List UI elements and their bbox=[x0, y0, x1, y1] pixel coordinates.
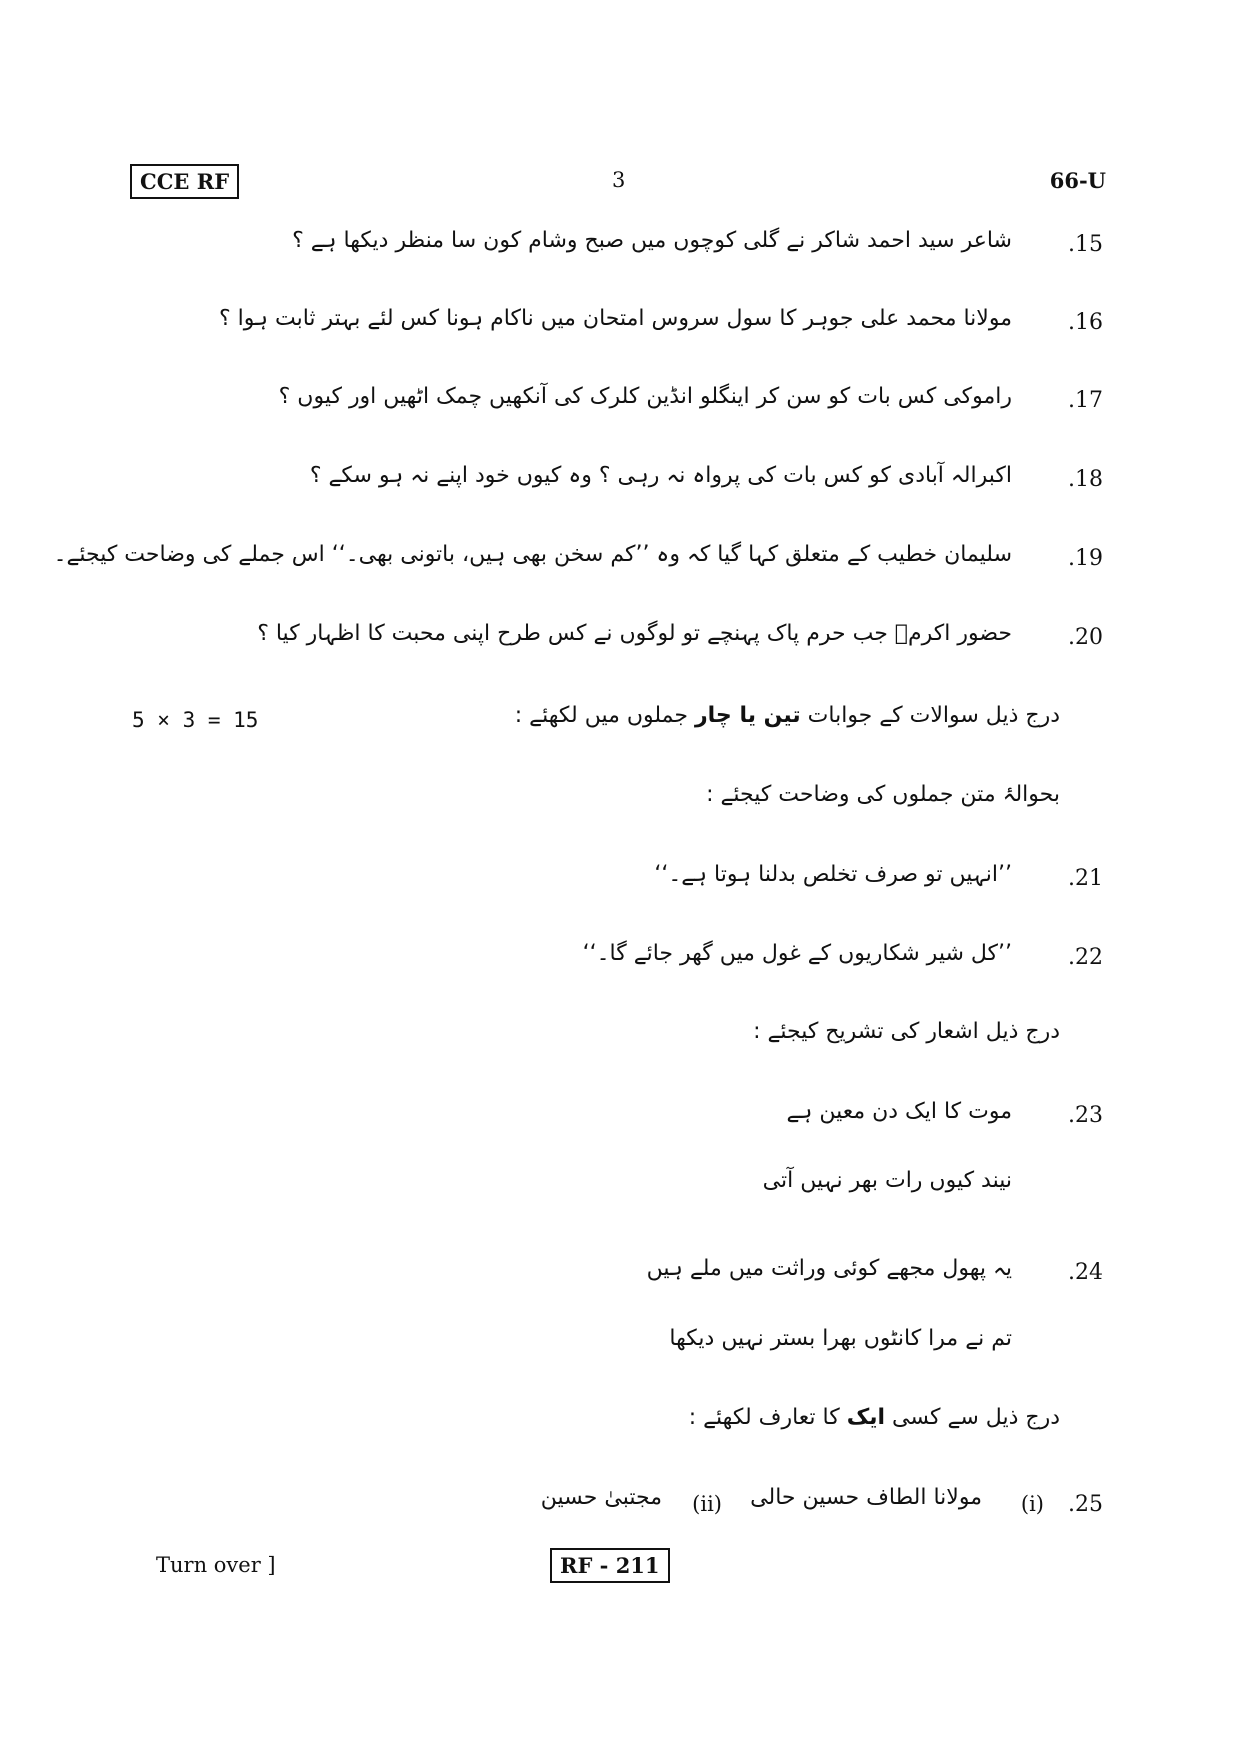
paper-code: 66-U bbox=[1049, 168, 1106, 193]
question-text: مولانا محمد علی جوہر کا سول سروس امتحان میں ناکام ہونا کس لئے بہتر ثابت ہوا ؟ bbox=[218, 306, 1012, 331]
instruction-part: درج ذیل سے کسی bbox=[892, 1405, 1060, 1430]
intro-instruction bbox=[689, 1405, 1060, 1430]
section-instruction bbox=[515, 703, 1060, 728]
question-text: راموکی کس بات کو سن کر اینگلو انڈین کلرک کی آنکھیں چمک اٹھیں اور کیوں ؟ bbox=[278, 384, 1012, 409]
option-2-label: (ii) bbox=[692, 1492, 722, 1516]
couplet-line-2: نیند کیوں رات بھر نہیں آتی bbox=[762, 1168, 1012, 1193]
instruction-part: درج ذیل سوالات کے جوابات bbox=[807, 703, 1060, 728]
couplet-line-1: موت کا ایک دن معین ہے bbox=[786, 1099, 1012, 1124]
question-text: ’’کل شیر شکاریوں کے غول میں گھر جائے گا۔‘‘ bbox=[582, 941, 1012, 966]
question-number: .21 bbox=[1068, 866, 1103, 891]
couplet-line-1: یہ پھول مجھے کوئی وراثت میں ملے ہیں bbox=[646, 1256, 1012, 1281]
option-1-text: مولانا الطاف حسین حالی bbox=[750, 1485, 982, 1510]
question-number: .17 bbox=[1068, 388, 1103, 413]
question-text: اکبرالہ آبادی کو کس بات کی پرواہ نہ رہی ؟ وہ کیوں خود اپنے نہ ہو سکے ؟ bbox=[309, 463, 1012, 488]
question-text: ’’انہیں تو صرف تخلص بدلنا ہوتا ہے۔‘‘ bbox=[654, 862, 1012, 887]
question-text: سلیمان خطیب کے متعلق کہا گیا کہ وہ ’’کم سخن بھی ہیں، باتونی بھی۔‘‘ اس جملے کی وضاحت کیجئے۔ bbox=[53, 542, 1012, 567]
turn-over-note: Turn over ] bbox=[156, 1553, 276, 1577]
question-number: .20 bbox=[1068, 625, 1103, 650]
option-2-text: مجتبیٰ حسین bbox=[540, 1485, 662, 1510]
instruction-emphasis: تین یا چار bbox=[695, 703, 801, 728]
header-code-box: CCE RF bbox=[130, 164, 239, 199]
question-number: .16 bbox=[1068, 310, 1103, 335]
question-number: .24 bbox=[1068, 1260, 1103, 1285]
option-1-label: (i) bbox=[1020, 1492, 1044, 1516]
context-instruction: بحوالۂ متن جملوں کی وضاحت کیجئے : bbox=[706, 782, 1060, 807]
instruction-part: کا تعارف لکھئے : bbox=[688, 1405, 840, 1430]
instruction-emphasis: ایک bbox=[846, 1405, 886, 1430]
couplet-line-2: تم نے مرا کانٹوں بھرا بستر نہیں دیکھا bbox=[669, 1326, 1012, 1351]
question-number: .23 bbox=[1068, 1103, 1103, 1128]
question-text: حضور اکرمؐ جب حرم پاک پہنچے تو لوگوں نے کس طرح اپنی محبت کا اظہار کیا ؟ bbox=[257, 621, 1012, 646]
instruction-part: جملوں میں لکھئے : bbox=[514, 703, 688, 728]
question-number: .19 bbox=[1068, 546, 1103, 571]
couplet-instruction: درج ذیل اشعار کی تشریح کیجئے : bbox=[753, 1019, 1060, 1044]
section-marks: 5 × 3 = 15 bbox=[132, 708, 259, 732]
question-number: .25 bbox=[1068, 1492, 1103, 1517]
question-number: .18 bbox=[1068, 467, 1103, 492]
question-number: .22 bbox=[1068, 945, 1103, 970]
question-text: شاعر سید احمد شاکر نے گلی کوچوں میں صبح وشام کون سا منظر دیکھا ہے ؟ bbox=[292, 228, 1012, 253]
page-number: 3 bbox=[612, 168, 626, 192]
question-number: .15 bbox=[1068, 232, 1103, 257]
footer-code-box: RF - 211 bbox=[550, 1548, 670, 1583]
